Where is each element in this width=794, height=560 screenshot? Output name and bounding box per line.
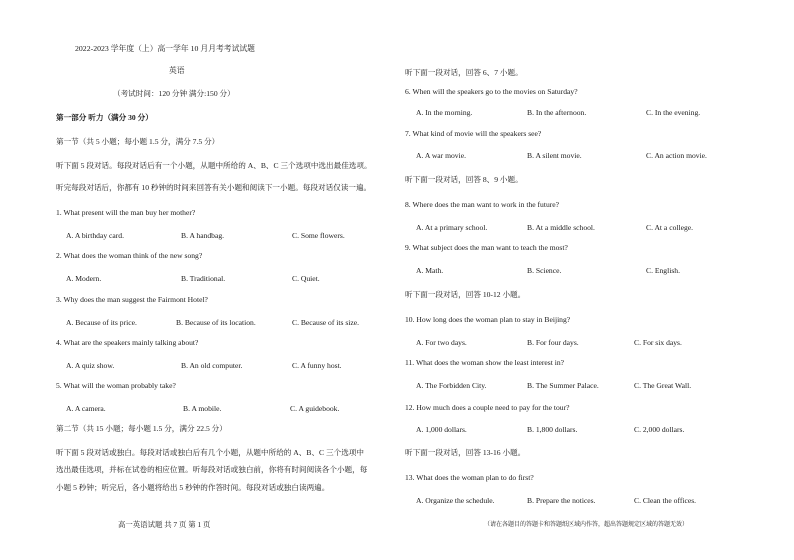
option-11a[interactable]: A. The Forbidden City. <box>416 381 487 390</box>
option-9c[interactable]: C. English. <box>646 266 680 275</box>
question-3: 3. Why does the man suggest the Fairmont Hotel? <box>56 295 208 304</box>
group-heading-6-7: 听下面一段对话，回答 6、7 小题。 <box>405 68 523 77</box>
page-footer: 高一英语试题 共 7 页 第 1 页 <box>118 520 211 529</box>
option-3a[interactable]: A. Because of its price. <box>66 318 137 327</box>
option-10b[interactable]: B. For four days. <box>527 338 579 347</box>
option-1c[interactable]: C. Some flowers. <box>292 231 345 240</box>
option-5a[interactable]: A. A camera. <box>66 404 106 413</box>
option-10c[interactable]: C. For six days. <box>634 338 682 347</box>
option-3c[interactable]: C. Because of its size. <box>292 318 360 327</box>
option-1a[interactable]: A. A birthday card. <box>66 231 124 240</box>
option-9a[interactable]: A. Math. <box>416 266 444 275</box>
option-8b[interactable]: B. At a middle school. <box>527 223 595 232</box>
option-11b[interactable]: B. The Summer Palace. <box>527 381 599 390</box>
section2-instruction-2: 选出最佳选项，并标在试卷的相应位置。听每段对话或独白前，你将有时间阅读各个小题，每 <box>56 465 368 474</box>
question-11: 11. What does the woman show the least interest in? <box>405 358 565 367</box>
section1-instruction-2: 听完每段对话后，你都有 10 秒钟的时间来回答有关小题和阅读下一小题。每段对话仅读一遍。 <box>56 183 372 192</box>
option-8a[interactable]: A. At a primary school. <box>416 223 488 232</box>
option-8c[interactable]: C. At a college. <box>646 223 694 232</box>
question-2: 2. What does the woman think of the new song? <box>56 251 203 260</box>
option-2a[interactable]: A. Modern. <box>66 274 102 283</box>
group-heading-8-9: 听下面一段对话，回答 8、9 小题。 <box>405 175 523 184</box>
question-9: 9. What subject does the man want to teach the most? <box>405 243 568 252</box>
section1-title: 第一节（共 5 小题；每小题 1.5 分，满分 7.5 分） <box>56 137 220 146</box>
section2-title: 第二节（共 15 小题；每小题 1.5 分，满分 22.5 分） <box>56 424 227 433</box>
section2-instruction-3: 小题 5 秒钟；听完后，各小题将给出 5 秒钟的作答时间。每段对话或独白读两遍。 <box>56 483 330 492</box>
option-6a[interactable]: A. In the morning. <box>416 108 473 117</box>
option-3b[interactable]: B. Because of its location. <box>176 318 256 327</box>
option-9b[interactable]: B. Science. <box>527 266 562 275</box>
option-5b[interactable]: B. A mobile. <box>183 404 222 413</box>
option-13b[interactable]: B. Prepare the notices. <box>527 496 596 505</box>
group-heading-13-16: 听下面一段对话，回答 13-16 小题。 <box>405 448 526 457</box>
option-10a[interactable]: A. For two days. <box>416 338 467 347</box>
question-12: 12. How much does a couple need to pay for the tour? <box>405 403 570 412</box>
option-7c[interactable]: C. An action movie. <box>646 151 707 160</box>
option-12a[interactable]: A. 1,000 dollars. <box>416 425 467 434</box>
option-4a[interactable]: A. A quiz show. <box>66 361 115 370</box>
option-4b[interactable]: B. An old computer. <box>181 361 243 370</box>
option-6c[interactable]: C. In the evening. <box>646 108 701 117</box>
option-6b[interactable]: B. In the afternoon. <box>527 108 587 117</box>
option-2c[interactable]: C. Quiet. <box>292 274 320 283</box>
section2-instruction-1: 听下面 5 段对话或独白。每段对话或独白后有几个小题，从题中所给的 A、B、C 三个选项中 <box>56 448 364 457</box>
question-1: 1. What present will the man buy her mother? <box>56 208 196 217</box>
exam-title: 2022-2023 学年度（上）高一学年 10 月月考考试试题 <box>75 44 255 53</box>
option-11c[interactable]: C. The Great Wall. <box>634 381 692 390</box>
option-2b[interactable]: B. Traditional. <box>181 274 226 283</box>
subject-label: 英语 <box>169 66 185 75</box>
question-13: 13. What does the woman plan to do first? <box>405 473 534 482</box>
question-4: 4. What are the speakers mainly talking about? <box>56 338 199 347</box>
question-8: 8. Where does the man want to work in the future? <box>405 200 560 209</box>
question-6: 6. When will the speakers go to the movies on Saturday? <box>405 87 578 96</box>
question-5: 5. What will the woman probably take? <box>56 381 176 390</box>
question-7: 7. What kind of movie will the speakers see? <box>405 129 542 138</box>
option-5c[interactable]: C. A guidebook. <box>290 404 340 413</box>
option-1b[interactable]: B. A handbag. <box>181 231 225 240</box>
part1-title: 第一部分 听力（满分 30 分） <box>56 113 153 122</box>
question-10: 10. How long does the woman plan to stay in Beijing? <box>405 315 571 324</box>
option-13c[interactable]: C. Clean the offices. <box>634 496 697 505</box>
section1-instruction-1: 听下面 5 段对话。每段对话后有一个小题，从题中所给的 A、B、C 三个选项中选出最佳选项。 <box>56 161 372 170</box>
group-heading-10-12: 听下面一段对话，回答 10-12 小题。 <box>405 290 526 299</box>
option-12c[interactable]: C. 2,000 dollars. <box>634 425 685 434</box>
option-7b[interactable]: B. A silent movie. <box>527 151 582 160</box>
option-4c[interactable]: C. A funny host. <box>292 361 342 370</box>
exam-info: （考试时间：120 分钟 满分:150 分） <box>113 89 235 98</box>
answer-notice: （请在各题目的答题卡和答题纸区域内作答，超出答题规定区域的答题无效） <box>484 522 689 528</box>
option-7a[interactable]: A. A war movie. <box>416 151 466 160</box>
option-13a[interactable]: A. Organize the schedule. <box>416 496 495 505</box>
option-12b[interactable]: B. 1,800 dollars. <box>527 425 578 434</box>
